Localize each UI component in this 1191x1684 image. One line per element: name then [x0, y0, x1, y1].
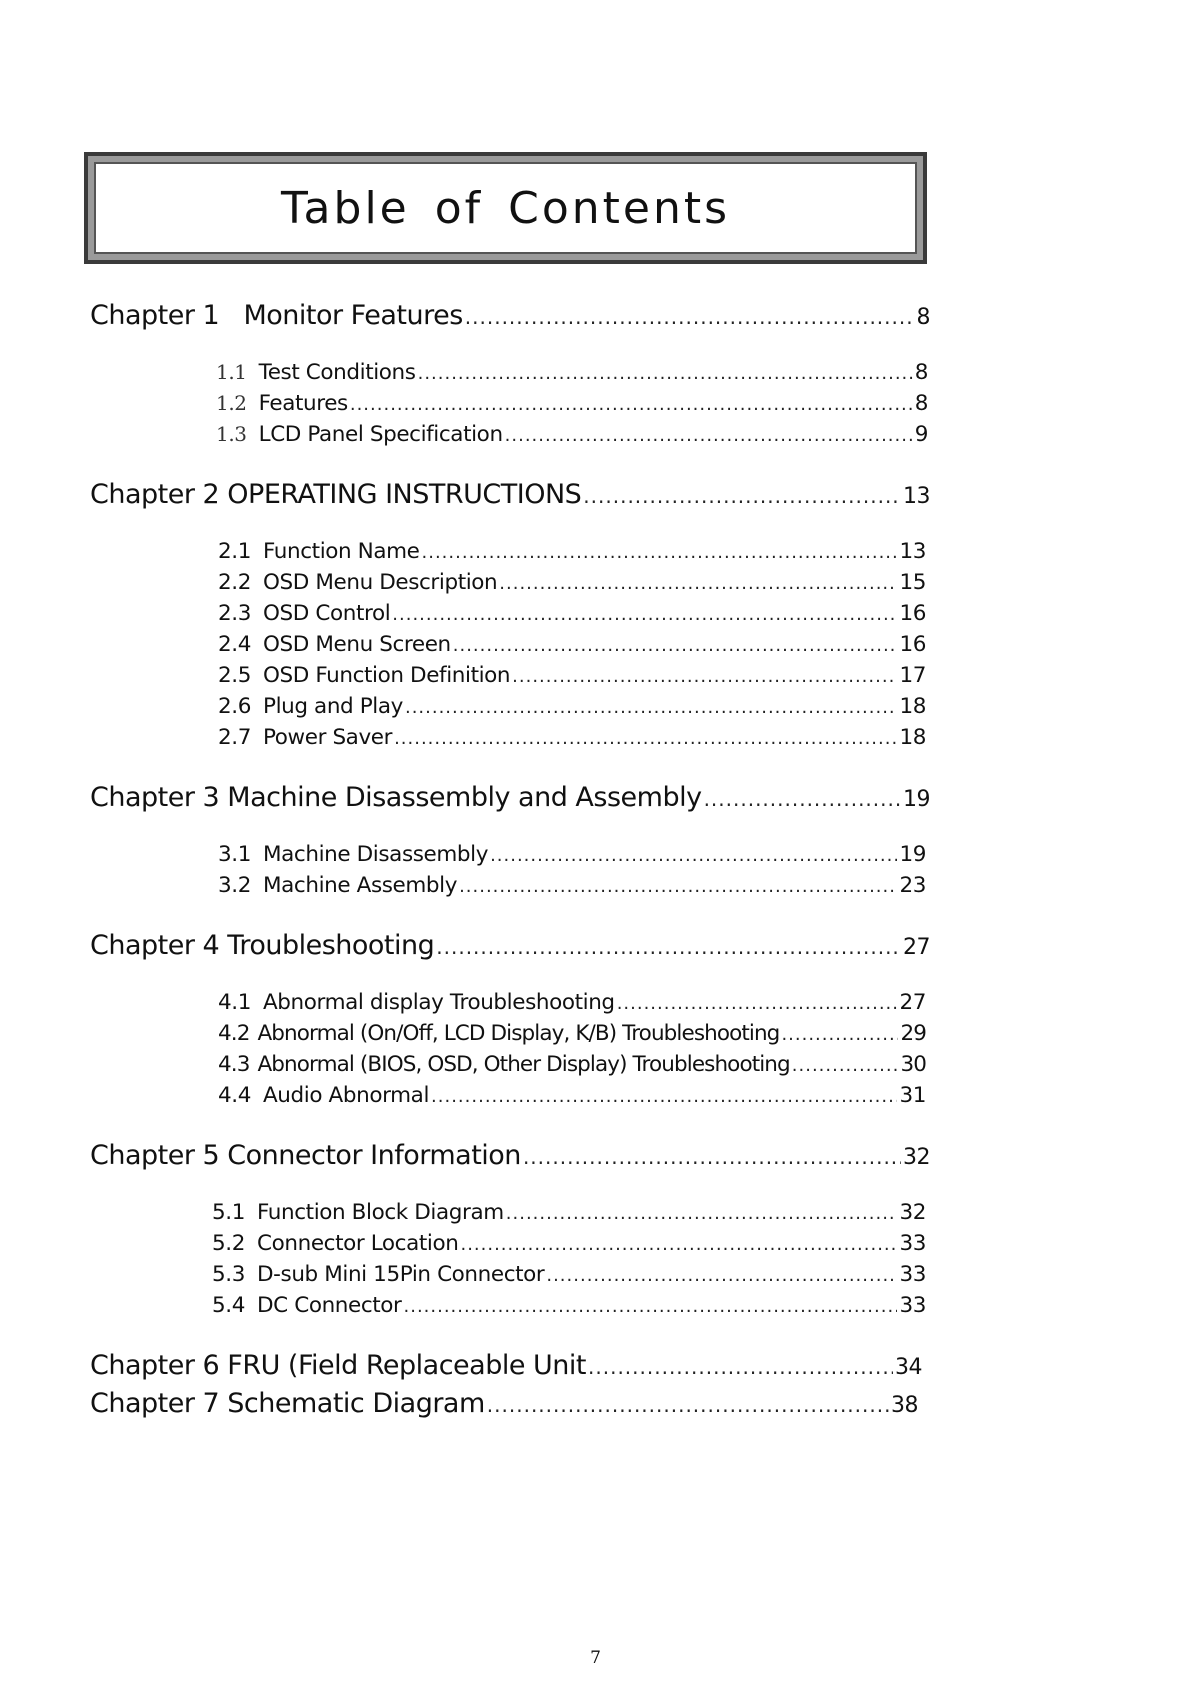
section-entry[interactable] [218, 694, 926, 725]
section-page: 33 [899, 1231, 926, 1256]
section-list [218, 539, 926, 756]
chapter-page: 32 [903, 1145, 930, 1170]
section-number: 4.1 [218, 990, 251, 1015]
section-page: 19 [899, 842, 926, 867]
dot-leader [436, 935, 901, 959]
dot-leader [465, 305, 915, 329]
section-page: 29 [900, 1021, 926, 1046]
chapter-page: 27 [903, 935, 930, 960]
chapter-title: Chapter 4 Troubleshooting [90, 930, 435, 961]
section-title: Machine Assembly [263, 873, 458, 898]
section-number: 1.3 [216, 422, 247, 446]
section-number: 2.3 [218, 601, 251, 626]
section-page: 8 [914, 391, 928, 416]
section-entry[interactable] [212, 1262, 926, 1293]
section-title: Machine Disassembly [263, 842, 489, 867]
dot-leader [583, 484, 901, 508]
section-number: 1.2 [216, 391, 247, 415]
section-number: 2.1 [218, 539, 251, 564]
dot-leader [781, 1024, 898, 1045]
chapter-2 [90, 479, 930, 756]
chapter-title: Chapter 6 FRU (Field Replaceable Unit [90, 1350, 587, 1381]
dot-leader [422, 542, 898, 563]
section-number: 2.7 [218, 725, 251, 750]
section-title: Connector Location [257, 1231, 459, 1256]
section-number: 1.1 [216, 360, 247, 384]
section-title: Plug and Play [263, 694, 403, 719]
section-page: 8 [914, 360, 928, 385]
section-entry[interactable] [218, 1083, 926, 1114]
section-page: 9 [914, 422, 928, 447]
chapter-page: 13 [903, 484, 930, 509]
dot-leader [392, 604, 897, 625]
section-title: Function Block Diagram [257, 1200, 504, 1225]
page-number: 7 [590, 1648, 601, 1668]
section-page: 31 [899, 1083, 926, 1108]
section-title: Abnormal (On/Off, LCD Display, K/B) Troubleshooting [257, 1021, 780, 1046]
dot-leader [506, 1203, 898, 1224]
chapter-page: 8 [916, 305, 930, 330]
dot-leader [546, 1265, 897, 1286]
section-list [218, 990, 926, 1114]
section-list [212, 1200, 926, 1324]
chapter-title: Chapter 5 Connector Information [90, 1140, 521, 1171]
dot-leader [453, 635, 898, 656]
section-title: DC Connector [257, 1293, 402, 1318]
dot-leader [512, 666, 897, 687]
dot-leader [499, 573, 897, 594]
section-title: Features [258, 391, 348, 416]
section-entry[interactable] [218, 663, 926, 694]
dot-leader [704, 787, 901, 811]
section-entry[interactable] [218, 539, 926, 570]
chapter-entry[interactable] [90, 1388, 918, 1426]
section-number: 3.1 [218, 842, 251, 867]
dot-leader [350, 394, 913, 415]
section-entry[interactable] [218, 570, 926, 601]
section-page: 33 [899, 1293, 926, 1318]
section-number: 2.2 [218, 570, 251, 595]
section-entry[interactable] [218, 873, 926, 904]
page-title: Table of Contents [280, 182, 731, 234]
section-page: 23 [899, 873, 926, 898]
section-number: 5.3 [212, 1262, 245, 1287]
chapter-entry[interactable] [90, 1350, 922, 1388]
section-entry[interactable] [218, 1021, 926, 1052]
section-entry[interactable] [218, 1052, 926, 1083]
chapter-entry[interactable] [90, 782, 930, 820]
section-number: 4.2 [218, 1021, 250, 1046]
section-entry[interactable] [218, 601, 926, 632]
section-page: 30 [900, 1052, 926, 1077]
section-title: Function Name [263, 539, 420, 564]
section-list [218, 842, 926, 904]
section-title: Power Saver [263, 725, 393, 750]
section-page: 18 [899, 725, 926, 750]
section-title: OSD Control [263, 601, 391, 626]
chapter-title: Chapter 3 Machine Disassembly and Assembly [90, 782, 702, 813]
section-page: 32 [899, 1200, 926, 1225]
dot-leader [459, 876, 897, 897]
table-of-contents [90, 300, 930, 1426]
section-page: 33 [899, 1262, 926, 1287]
title-inner-frame [94, 162, 917, 254]
chapter-title: Chapter 1 Monitor Features [90, 300, 463, 331]
section-number: 2.5 [218, 663, 251, 688]
section-entry[interactable] [218, 725, 926, 756]
chapter-entry[interactable] [90, 930, 930, 968]
section-title: D-sub Mini 15Pin Connector [257, 1262, 545, 1287]
section-title: LCD Panel Specification [258, 422, 503, 447]
dot-leader [418, 363, 913, 384]
chapter-entry[interactable] [90, 1140, 930, 1178]
dot-leader [588, 1355, 893, 1379]
chapter-entry[interactable] [90, 300, 930, 338]
dot-leader [394, 728, 897, 749]
section-title: Abnormal display Troubleshooting [263, 990, 615, 1015]
section-entry[interactable] [216, 391, 928, 422]
section-number: 5.1 [212, 1200, 245, 1225]
section-number: 5.4 [212, 1293, 245, 1318]
section-number: 2.6 [218, 694, 251, 719]
chapter-3 [90, 782, 930, 904]
section-title: Test Conditions [258, 360, 416, 385]
section-entry[interactable] [216, 360, 928, 391]
section-number: 3.2 [218, 873, 251, 898]
section-number: 4.3 [218, 1052, 250, 1077]
section-title: Abnormal (BIOS, OSD, Other Display) Troubleshooting [257, 1052, 790, 1077]
section-list [216, 360, 928, 453]
chapter-page: 38 [891, 1393, 918, 1418]
section-page: 16 [899, 601, 926, 626]
section-entry[interactable] [212, 1293, 926, 1324]
section-entry[interactable] [212, 1200, 926, 1231]
section-page: 13 [899, 539, 926, 564]
dot-leader [404, 1296, 898, 1317]
dot-leader [792, 1055, 899, 1076]
chapter-7 [90, 1388, 930, 1426]
dot-leader [523, 1145, 901, 1169]
section-entry[interactable] [216, 422, 928, 453]
chapter-title: Chapter 7 Schematic Diagram [90, 1388, 485, 1419]
dot-leader [617, 993, 898, 1014]
dot-leader [431, 1086, 897, 1107]
section-number: 2.4 [218, 632, 251, 657]
section-page: 18 [899, 694, 926, 719]
chapter-4 [90, 930, 930, 1114]
section-number: 4.4 [218, 1083, 251, 1108]
chapter-6 [90, 1350, 930, 1388]
section-page: 27 [899, 990, 926, 1015]
chapter-page: 19 [903, 787, 930, 812]
dot-leader [490, 845, 897, 866]
chapter-1 [90, 300, 930, 453]
chapter-page: 34 [895, 1355, 922, 1380]
chapter-entry[interactable] [90, 479, 930, 517]
dot-leader [505, 425, 913, 446]
dot-leader [405, 697, 897, 718]
section-title: Audio Abnormal [263, 1083, 430, 1108]
section-entry[interactable] [218, 990, 926, 1021]
chapter-title: Chapter 2 OPERATING INSTRUCTIONS [90, 479, 582, 510]
section-page: 16 [899, 632, 926, 657]
section-entry[interactable] [218, 842, 926, 873]
section-entry[interactable] [218, 632, 926, 663]
section-title: OSD Function Definition [263, 663, 511, 688]
section-title: OSD Menu Screen [263, 632, 451, 657]
section-number: 5.2 [212, 1231, 245, 1256]
dot-leader [460, 1234, 897, 1255]
section-title: OSD Menu Description [263, 570, 498, 595]
chapter-5 [90, 1140, 930, 1324]
section-entry[interactable] [212, 1231, 926, 1262]
dot-leader [487, 1393, 889, 1417]
title-frame [84, 152, 927, 264]
section-page: 15 [899, 570, 926, 595]
section-page: 17 [899, 663, 926, 688]
